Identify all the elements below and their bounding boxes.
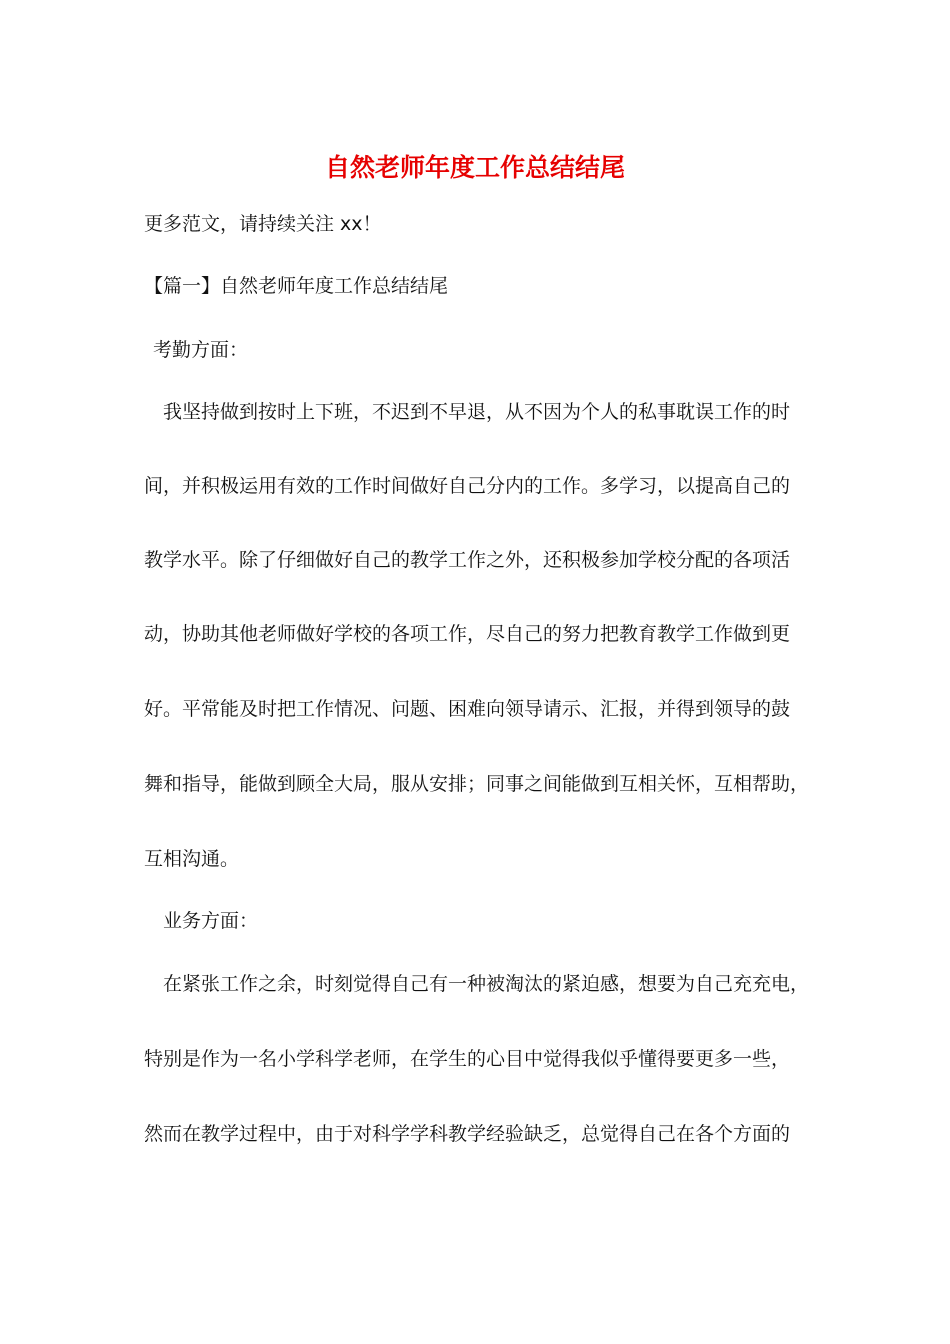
- business-heading: 业务方面：: [163, 910, 259, 932]
- section-heading: 【篇一】自然老师年度工作总结结尾: [144, 275, 449, 297]
- attendance-line-4: 动，协助其他老师做好学校的各项工作，尽自己的努力把教育教学工作做到更: [144, 623, 791, 645]
- attendance-line-5: 好。平常能及时把工作情况、问题、困难向领导请示、汇报，并得到领导的鼓: [144, 698, 791, 720]
- attendance-line-3: 教学水平。除了仔细做好自己的教学工作之外，还积极参加学校分配的各项活: [144, 549, 791, 571]
- business-line-1: 在紧张工作之余，时刻觉得自己有一种被淘汰的紧迫感，想要为自己充充电，: [163, 973, 810, 995]
- business-line-3: 然而在教学过程中，由于对科学学科教学经验缺乏，总觉得自己在各个方面的: [144, 1123, 791, 1145]
- attendance-line-2: 间，并积极运用有效的工作时间做好自己分内的工作。多学习，以提高自己的: [144, 475, 791, 497]
- intro-line: 更多范文，请持续关注 xx！: [144, 213, 382, 235]
- attendance-line-6: 舞和指导，能做到顾全大局，服从安排；同事之间能做到互相关怀，互相帮助，: [144, 773, 810, 795]
- attendance-line-7: 互相沟通。: [144, 848, 240, 870]
- document-title: 自然老师年度工作总结结尾: [324, 153, 625, 182]
- business-line-2: 特别是作为一名小学科学老师，在学生的心目中觉得我似乎懂得要更多一些，: [144, 1048, 791, 1070]
- attendance-line-1: 我坚持做到按时上下班，不迟到不早退，从不因为个人的私事耽误工作的时: [163, 401, 791, 423]
- attendance-heading: 考勤方面：: [153, 339, 249, 361]
